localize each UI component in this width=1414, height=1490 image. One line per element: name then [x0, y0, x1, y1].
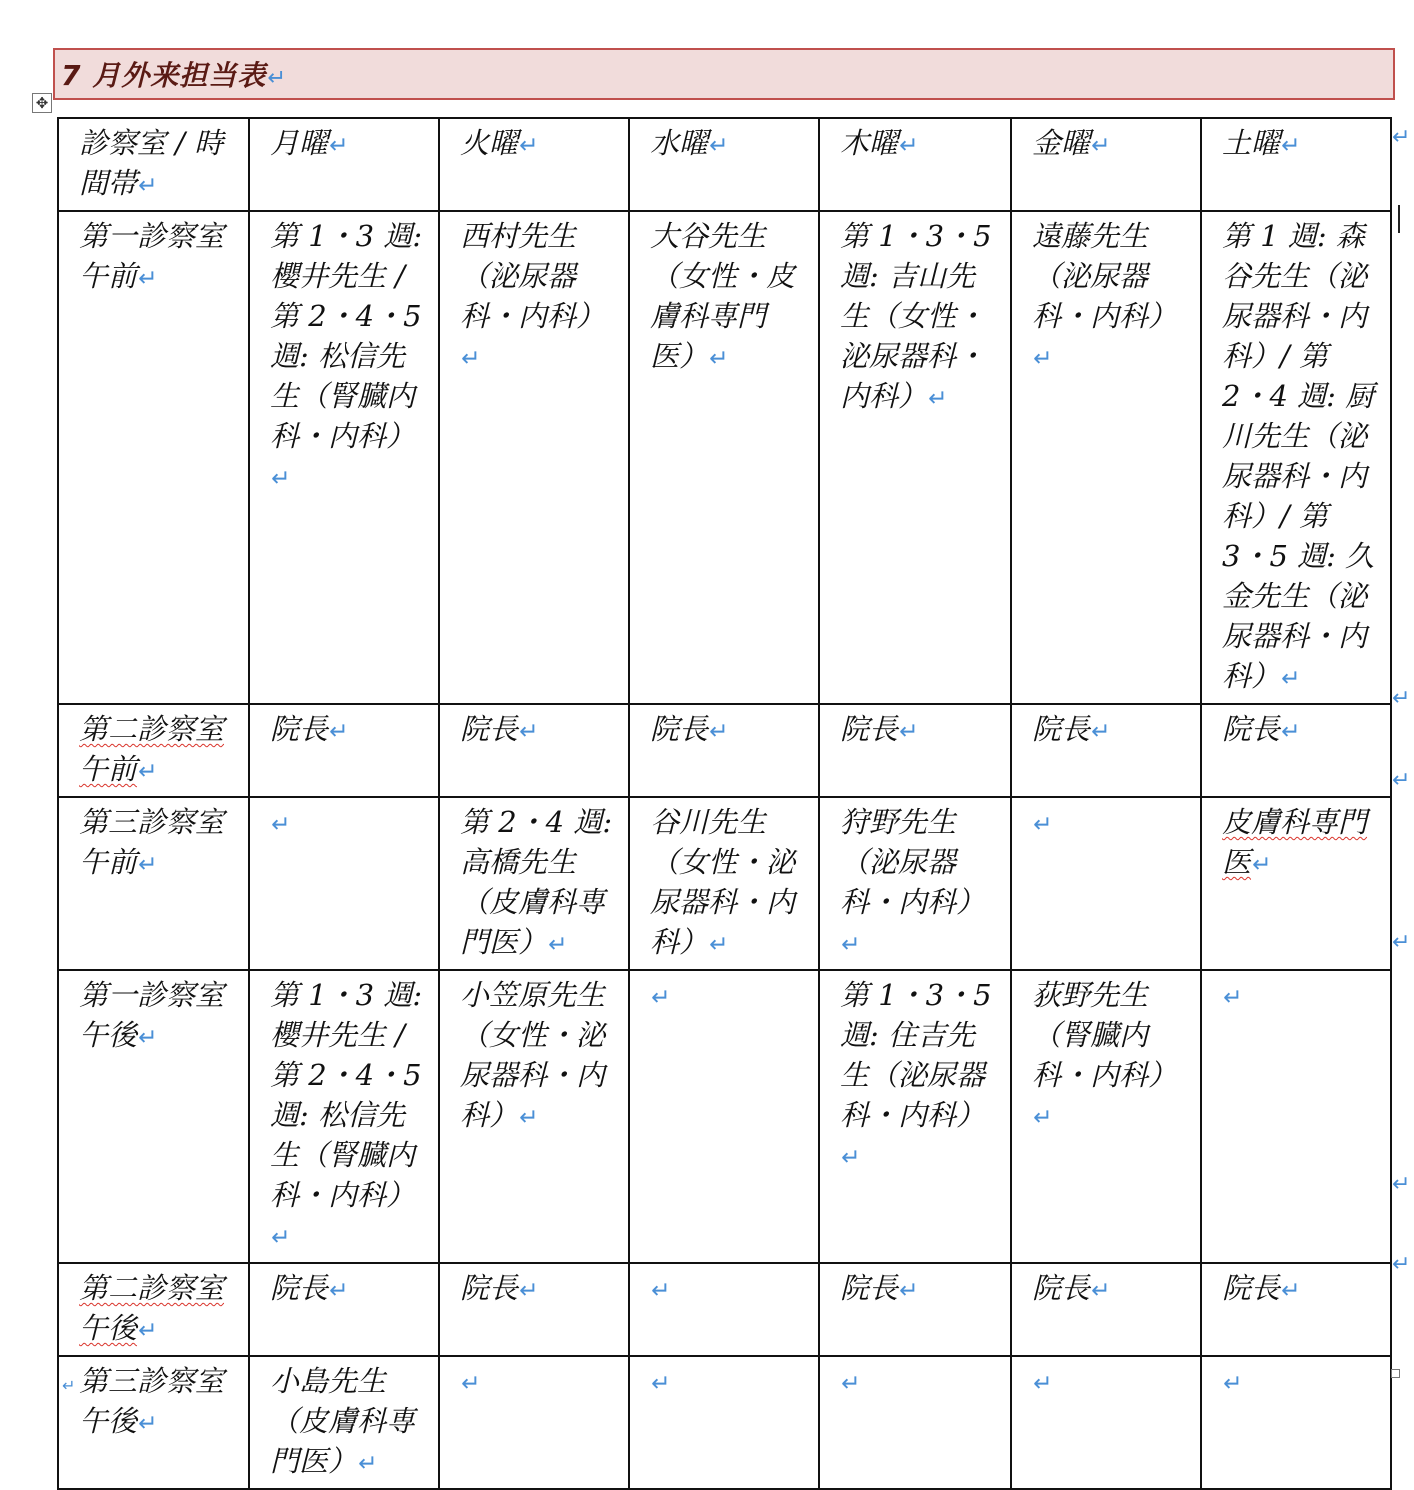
schedule-cell[interactable]: 院長↵	[819, 1263, 1011, 1356]
schedule-cell[interactable]: 院長↵	[1201, 1263, 1391, 1356]
table-row	[58, 704, 1391, 797]
header-cell[interactable]: 診察室 / 時間帯↵	[58, 118, 249, 211]
schedule-cell[interactable]: ↵	[819, 1356, 1011, 1489]
schedule-cell[interactable]: 院長↵	[249, 704, 439, 797]
schedule-cell[interactable]: 第 1 週: 森谷先生（泌尿器科・内科）/ 第 2・4 週: 厨川先生（泌尿器科・内科）/ 第 3・5 週: 久金先生（泌尿器科・内科）↵	[1201, 211, 1391, 704]
schedule-cell[interactable]: 院長↵	[819, 704, 1011, 797]
schedule-cell[interactable]: 院長↵	[1011, 1263, 1201, 1356]
schedule-cell[interactable]: 西村先生（泌尿器科・内科）↵	[439, 211, 629, 704]
table-header-row	[58, 118, 1391, 211]
row-end-mark: ↵	[1392, 1172, 1411, 1197]
schedule-cell[interactable]: ↵	[249, 797, 439, 970]
room-cell[interactable]: 第三診察室午前↵	[58, 797, 249, 970]
schedule-cell[interactable]: 院長↵	[629, 704, 819, 797]
table-move-handle-icon[interactable]: ✥	[32, 93, 52, 113]
room-cell[interactable]: 第一診察室午前↵	[58, 211, 249, 704]
schedule-cell[interactable]: 院長↵	[439, 1263, 629, 1356]
document-title[interactable]: 7 月外来担当表↵	[61, 59, 287, 92]
header-cell[interactable]: 金曜↵	[1011, 118, 1201, 211]
schedule-cell[interactable]: 遠藤先生（泌尿器科・内科）↵	[1011, 211, 1201, 704]
schedule-cell[interactable]: 第 1・3 週: 櫻井先生 / 第 2・4・5 週: 松信先生（腎臓内科・内科）↵	[249, 970, 439, 1263]
spelling-flag: 第二診察室午後	[79, 1271, 225, 1345]
room-cell[interactable]: 第三診察室午後↵	[58, 1356, 249, 1489]
spelling-flag: 第二診察室午前	[79, 712, 225, 786]
schedule-cell[interactable]: ↵	[629, 970, 819, 1263]
room-cell[interactable]: 第二診察室午前↵	[58, 704, 249, 797]
schedule-cell[interactable]: 第 1・3・5 週: 住吉先生（泌尿器科・内科）↵	[819, 970, 1011, 1263]
table-row	[58, 797, 1391, 970]
text-cursor	[1398, 205, 1400, 233]
schedule-table	[57, 117, 1392, 1490]
schedule-cell[interactable]: 第 1・3 週: 櫻井先生 / 第 2・4・5 週: 松信先生（腎臓内科・内科）↵	[249, 211, 439, 704]
schedule-cell[interactable]: 荻野先生（腎臓内科・内科）↵	[1011, 970, 1201, 1263]
schedule-table-wrap	[57, 117, 1392, 1490]
schedule-cell[interactable]: ↵	[1011, 797, 1201, 970]
table-resize-handle[interactable]	[1391, 1369, 1400, 1378]
paragraph-mark: ↵	[267, 65, 287, 91]
row-end-mark: ↵	[1392, 1252, 1411, 1277]
schedule-cell[interactable]: 狩野先生（泌尿器科・内科）↵	[819, 797, 1011, 970]
schedule-cell[interactable]: ↵	[629, 1356, 819, 1489]
header-cell[interactable]: 木曜↵	[819, 118, 1011, 211]
spelling-flag: 皮膚科専門医	[1222, 805, 1368, 879]
schedule-cell[interactable]: ↵	[439, 1356, 629, 1489]
room-cell[interactable]: 第一診察室午後↵	[58, 970, 249, 1263]
row-end-mark: ↵	[1392, 768, 1411, 793]
header-cell[interactable]: 火曜↵	[439, 118, 629, 211]
header-cell[interactable]: 月曜↵	[249, 118, 439, 211]
room-cell[interactable]: 第二診察室午後↵	[58, 1263, 249, 1356]
schedule-cell[interactable]: 大谷先生（女性・皮膚科専門医）↵	[629, 211, 819, 704]
schedule-cell[interactable]: 院長↵	[249, 1263, 439, 1356]
paragraph-mark: ↵	[62, 1376, 76, 1395]
row-end-mark: ↵	[1392, 125, 1411, 150]
schedule-cell[interactable]: 院長↵	[1201, 704, 1391, 797]
schedule-cell[interactable]: 小笠原先生（女性・泌尿器科・内科）↵	[439, 970, 629, 1263]
schedule-cell[interactable]: ↵	[1201, 1356, 1391, 1489]
schedule-cell[interactable]: ↵	[1011, 1356, 1201, 1489]
title-bar	[53, 48, 1395, 100]
schedule-cell[interactable]: 谷川先生（女性・泌尿器科・内科）↵	[629, 797, 819, 970]
schedule-cell[interactable]: 院長↵	[1011, 704, 1201, 797]
table-row	[58, 1356, 1391, 1489]
schedule-cell[interactable]: 第 2・4 週: 高橋先生（皮膚科専門医）↵	[439, 797, 629, 970]
table-row	[58, 1263, 1391, 1356]
schedule-cell[interactable]: ↵	[629, 1263, 819, 1356]
schedule-cell[interactable]: 第 1・3・5 週: 吉山先生（女性・泌尿器科・内科）↵	[819, 211, 1011, 704]
row-end-mark: ↵	[1392, 686, 1411, 711]
schedule-cell[interactable]: 小島先生（皮膚科専門医）↵	[249, 1356, 439, 1489]
row-end-mark: ↵	[1392, 930, 1411, 955]
table-row	[58, 970, 1391, 1263]
schedule-cell[interactable]: ↵	[1201, 970, 1391, 1263]
schedule-cell[interactable]: 院長↵	[439, 704, 629, 797]
schedule-cell[interactable]: 皮膚科専門医↵	[1201, 797, 1391, 970]
table-row	[58, 211, 1391, 704]
header-cell[interactable]: 土曜↵	[1201, 118, 1391, 211]
header-cell[interactable]: 水曜↵	[629, 118, 819, 211]
